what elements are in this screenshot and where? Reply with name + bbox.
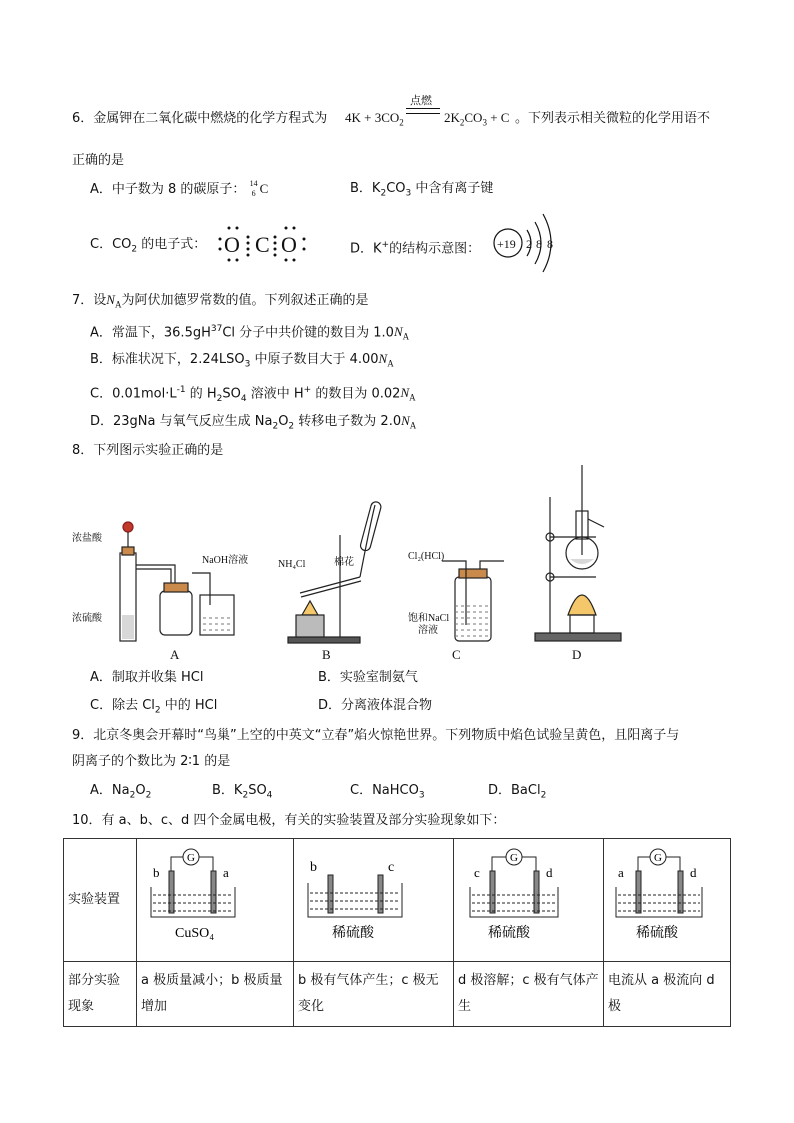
q7-b-text: B．标准状况下，2.24LSO [90, 352, 245, 367]
q6-equation-rhs: $2K_2CO_3 + C$ [444, 110, 510, 128]
q9-stem-a: 9．北京冬奥会开幕时“鸟巢”上空的中英文“立春”焰火惊艳世界。下列物质中焰色试验呈黄色，且阳离子与 [72, 728, 680, 743]
row1-head: 实验装置 [64, 839, 137, 962]
phenomenon-4: 电流从 a 极流向 d 极 [604, 962, 731, 1027]
q7-option-b: B．标准状况下，$2.24LSO_3$ 中原子数目大于 $4.00N_A$ [90, 351, 394, 370]
svg-text:O: O [281, 232, 297, 257]
label-cl2hcl: Cl₂(HCl) [408, 551, 445, 562]
q6-option-b: B．$K_2CO_3$ 中含有离子键 [350, 181, 494, 199]
q7-c-text3: SO [222, 386, 241, 402]
rhs2: CO [464, 110, 483, 125]
carbon-nuclide: 14 6 C [249, 179, 269, 198]
solution-2: 稀硫酸 [332, 926, 374, 941]
q6-a-label: A．中子数为 8 的碳原子： [90, 182, 246, 197]
q7-c-text: C．0.01mol·L [90, 386, 177, 402]
apparatus-d [535, 465, 621, 641]
solution-1: CuSO₄ [175, 926, 215, 941]
q6-condition: 点燃 [410, 94, 432, 107]
carbon-symbol: C [259, 181, 269, 196]
cell-device-4 [608, 845, 726, 945]
meter-label-3: G [510, 852, 518, 864]
q6-stem-b: 。下列表示相关微粒的化学用语不 [515, 111, 711, 126]
q8-option-c: C．除去 $Cl_2$ 中的 HCl [90, 698, 218, 716]
q6-equation-lhs: $4K + 3CO_2$ [345, 110, 404, 128]
electrode-right-1: a [223, 865, 229, 880]
q6-c-label: C．CO [90, 237, 132, 252]
label-naoh: NaOH溶液 [202, 555, 249, 566]
q6-d-label: D．K [350, 241, 382, 257]
q8-c-text: C．除去 Cl [90, 698, 155, 713]
q7-number: 7．设 [72, 293, 107, 308]
q6-stem [72, 110, 327, 128]
q6-d-rest: 的结构示意图： [389, 241, 481, 257]
q6-option-d: D．K+的结构示意图： [350, 240, 481, 257]
q7-d-text2: O [278, 414, 289, 429]
label-conc-hcl: 浓盐酸 [72, 533, 102, 544]
label-nacl2: 溶液 [418, 625, 438, 636]
apparatus-b [288, 501, 382, 643]
apparatus-c [442, 561, 504, 641]
q6-number: 6． [72, 111, 94, 126]
q6-c-rest: 的电子式： [137, 237, 207, 252]
electrode-left-3: c [474, 865, 480, 880]
meter-label-1: G [187, 852, 195, 864]
rhs3: + C [486, 110, 510, 125]
device-cell-4 [604, 839, 731, 962]
phenomenon-3: d 极溶解；c 极有气体产生 [454, 962, 604, 1027]
fig-label-b: B [322, 647, 331, 662]
q8-option-a: A．制取并收集 HCl [90, 670, 204, 685]
electrode-right-2: c [388, 860, 395, 875]
q9-a-text: A．Na [90, 783, 130, 798]
fig-label-c: C [452, 647, 461, 662]
q7-a-text2: Cl 分子中共价键的数目为 1.0 [222, 325, 394, 341]
svg-text:O: O [224, 232, 240, 257]
cell-device-1 [141, 845, 286, 945]
meter-label-4: G [654, 852, 662, 864]
q7-stem-text: 为阿伏加德罗常数的值。下列叙述正确的是 [121, 293, 369, 308]
potassium-ion-structure-diagram [490, 208, 568, 278]
device-cell-3 [454, 839, 604, 962]
electrode-right-4: d [690, 865, 697, 880]
solution-4: 稀硫酸 [636, 926, 678, 941]
q8-option-d: D．分离液体混合物 [318, 698, 433, 713]
electrode-left-4: a [618, 865, 624, 880]
label-cotton: 棉花 [334, 557, 354, 568]
q7-option-c: C．$0.01mol\cdot L^{-1}$ 的 $H_2SO_4$ 溶液中 H+ 的数目为 $0.02N_A$ [90, 385, 416, 404]
q8-option-b: B．实验室制氨气 [318, 670, 418, 685]
q9-stem-b: 阴离子的个数比为 2∶1 的是 [72, 754, 231, 769]
label-nh4cl: NH₄Cl [278, 559, 306, 570]
fig-label-a: A [170, 647, 180, 662]
svg-text:8: 8 [536, 237, 542, 251]
q7-stem: 7．设$N_A$为阿伏加德罗常数的值。下列叙述正确的是 [72, 292, 369, 310]
q7-d-text: D．23gNa 与氧气反应生成 Na [90, 414, 273, 429]
device-cell-2 [294, 839, 454, 962]
label-nacl: 饱和NaCl [408, 613, 450, 624]
q6-stem-c: 正确的是 [72, 153, 125, 168]
q6-option-c: C．$CO_2$ 的电子式： [90, 237, 207, 255]
phenomenon-1: a 极质量减小；b 极质量增加 [137, 962, 294, 1027]
q9-option-a: A．$Na_2O_2$ [90, 783, 152, 801]
q7-c-text4: 溶液中 H [246, 386, 304, 402]
q9-option-b: B．$K_2SO_4$ [212, 783, 273, 801]
svg-text:C: C [255, 232, 270, 257]
device-cell-1 [137, 839, 294, 962]
q7-option-a: A．常温下，$36.5gH^{37}Cl$ 分子中共价键的数目为 $1.0N_A$ [90, 324, 410, 342]
q9-option-c: C．NaHCO$_3$ [350, 783, 425, 801]
solution-3: 稀硫酸 [488, 926, 530, 941]
q7-c-text5: 的数目为 0.02 [311, 386, 401, 402]
q9-option-d: D．BaCl$_2$ [488, 783, 547, 801]
equation-lhs-text: 4K + 3CO [345, 110, 400, 125]
q9-c-text: C．NaHCO [350, 783, 419, 798]
q6-stem-a: 金属钾在二氧化碳中燃烧的化学方程式为 [93, 111, 328, 126]
phenomenon-row [64, 962, 731, 1027]
q9-b-text: B．K [212, 783, 243, 798]
q9-d-text: D．BaCl [488, 783, 541, 798]
q8-apparatus-figure [70, 465, 670, 665]
electrode-left-2: b [310, 860, 317, 875]
q6-option-a [90, 180, 272, 199]
electrode-right-3: d [546, 865, 553, 880]
co2-electron-formula [218, 222, 308, 266]
phenomenon-2: b 极有气体产生；c 极无变化 [294, 962, 454, 1027]
rhs1: 2K [444, 110, 460, 125]
q6-b-label: B．K [350, 181, 381, 196]
cell-device-2 [298, 845, 446, 945]
q7-d-text3: 转移电子数为 2.0 [294, 414, 402, 429]
svg-text:8: 8 [547, 237, 553, 251]
equals-sign [406, 108, 440, 114]
q7-a-text: A．常温下，36.5gH [90, 325, 211, 341]
nucleus-charge: +19 [497, 237, 516, 251]
q8-stem: 8．下列图示实验正确的是 [72, 443, 224, 458]
q6-b-tail: 中含有离子键 [411, 181, 494, 196]
q6-b-rest: CO [386, 181, 406, 196]
q7-c-text2: 的 H [185, 386, 217, 402]
device-row [64, 839, 731, 962]
svg-text:2: 2 [526, 237, 532, 251]
electrode-left-1: b [153, 865, 160, 880]
q10-experiment-table [63, 838, 731, 1027]
row2-head: 部分实验现象 [64, 962, 137, 1027]
q7-b-text2: 中原子数目大于 4.00 [250, 352, 379, 367]
q7-option-d: D．23gNa 与氧气反应生成 $Na_2O_2$ 转移电子数为 $2.0N_A$ [90, 413, 417, 432]
label-conc-h2so4: 浓硫酸 [72, 613, 102, 624]
q8-c-text2: 中的 HCl [160, 698, 218, 713]
fig-label-d: D [572, 647, 582, 662]
q10-stem: 10．有 a、b、c、d 四个金属电极，有关的实验装置及部分实验现象如下： [72, 813, 506, 828]
cell-device-3 [458, 845, 598, 945]
apparatus-a [120, 522, 234, 641]
